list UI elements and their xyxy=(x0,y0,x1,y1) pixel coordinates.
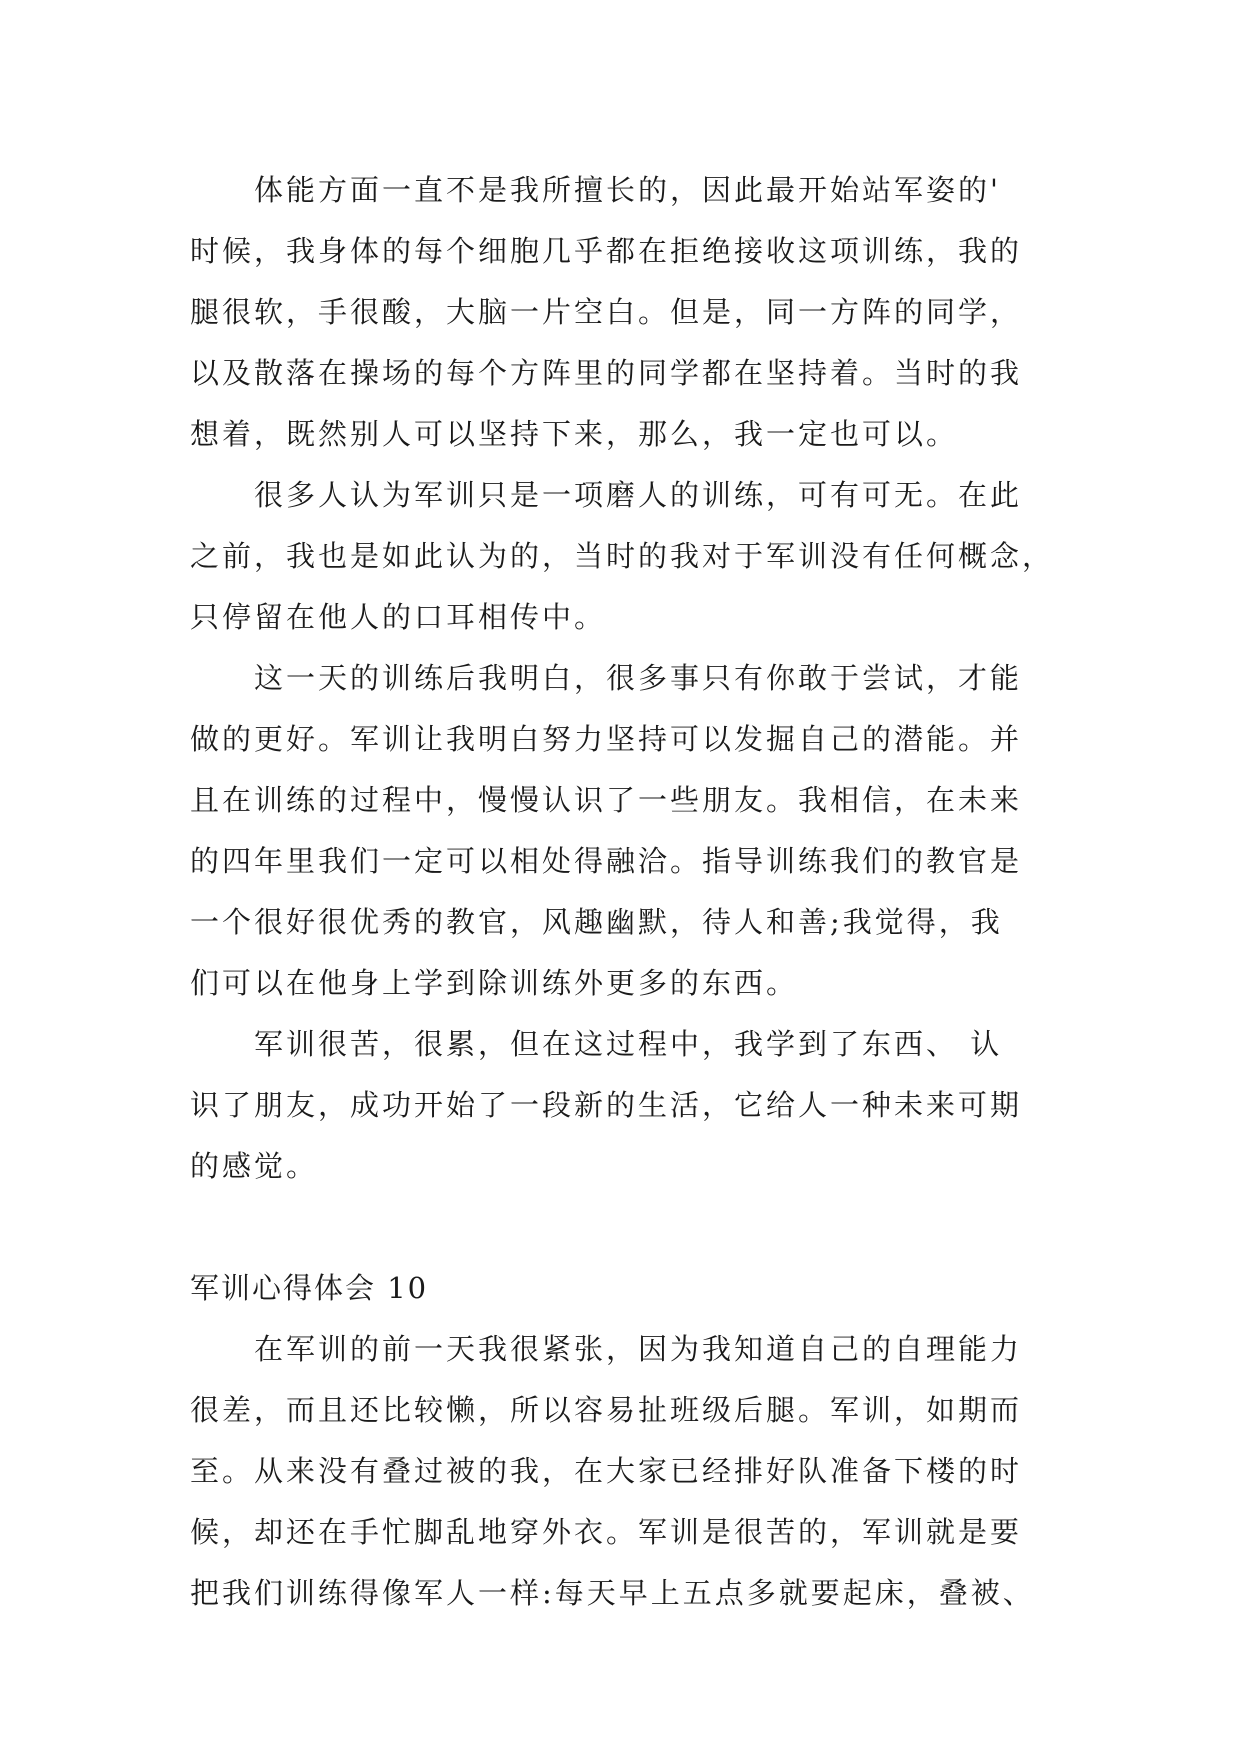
paragraph-line: 且在训练的过程中，慢慢认识了一些朋友。我相信，在未来 xyxy=(190,783,1023,817)
document-body xyxy=(190,160,1070,1624)
paragraph-line: 的感觉。 xyxy=(190,1149,319,1183)
paragraph-line: 候，却还在手忙脚乱地穿外衣。军训是很苦的，军训就是要 xyxy=(190,1515,1023,1549)
paragraph-line: 们可以在他身上学到除训练外更多的东西。 xyxy=(190,966,799,1000)
paragraph-line: 识了朋友，成功开始了一段新的生活，它给人一种未来可期 xyxy=(190,1088,1023,1122)
paragraph xyxy=(190,648,1070,1014)
paragraph-line: 的四年里我们一定可以相处得融洽。指导训练我们的教官是 xyxy=(190,844,1023,878)
paragraph-line: 把我们训练得像军人一样:每天早上五点多就要起床，叠被、 xyxy=(190,1576,1035,1610)
paragraph xyxy=(190,465,1070,648)
paragraph xyxy=(190,1014,1070,1197)
section-heading: 军训心得体会 10 xyxy=(190,1271,429,1305)
paragraph-line: 时候，我身体的每个细胞几乎都在拒绝接收这项训练，我的 xyxy=(190,234,1023,268)
paragraph xyxy=(190,160,1070,465)
paragraph-line: 以及散落在操场的每个方阵里的同学都在坚持着。当时的我 xyxy=(190,356,1023,390)
paragraph-line: 之前，我也是如此认为的，当时的我对于军训没有任何概念， xyxy=(190,539,1055,573)
paragraph-line: 这一天的训练后我明白，很多事只有你敢于尝试，才能 xyxy=(254,661,1023,695)
paragraph-line: 腿很软，手很酸，大脑一片空白。但是，同一方阵的同学， xyxy=(190,295,1023,329)
paragraph-line: 在军训的前一天我很紧张，因为我知道自己的自理能力 xyxy=(254,1332,1023,1366)
paragraph-line: 很差，而且还比较懒，所以容易扯班级后腿。军训，如期而 xyxy=(190,1393,1023,1427)
paragraph-line: 做的更好。军训让我明白努力坚持可以发掘自己的潜能。并 xyxy=(190,722,1023,756)
paragraph-line: 体能方面一直不是我所擅长的，因此最开始站军姿的' xyxy=(254,173,1001,207)
paragraph-line: 只停留在他人的口耳相传中。 xyxy=(190,600,607,634)
paragraph-line: 很多人认为军训只是一项磨人的训练，可有可无。在此 xyxy=(254,478,1023,512)
paragraph-line: 军训很苦，很累，但在这过程中，我学到了东西、 认 xyxy=(254,1027,1003,1061)
section-spacer xyxy=(190,1197,1070,1258)
paragraph xyxy=(190,1319,1070,1624)
paragraph-line: 至。从来没有叠过被的我，在大家已经排好队准备下楼的时 xyxy=(190,1454,1023,1488)
paragraph-line: 想着，既然别人可以坚持下来，那么，我一定也可以。 xyxy=(190,417,959,451)
paragraph-line: 一个很好很优秀的教官，风趣幽默，待人和善;我觉得，我 xyxy=(190,905,1003,939)
